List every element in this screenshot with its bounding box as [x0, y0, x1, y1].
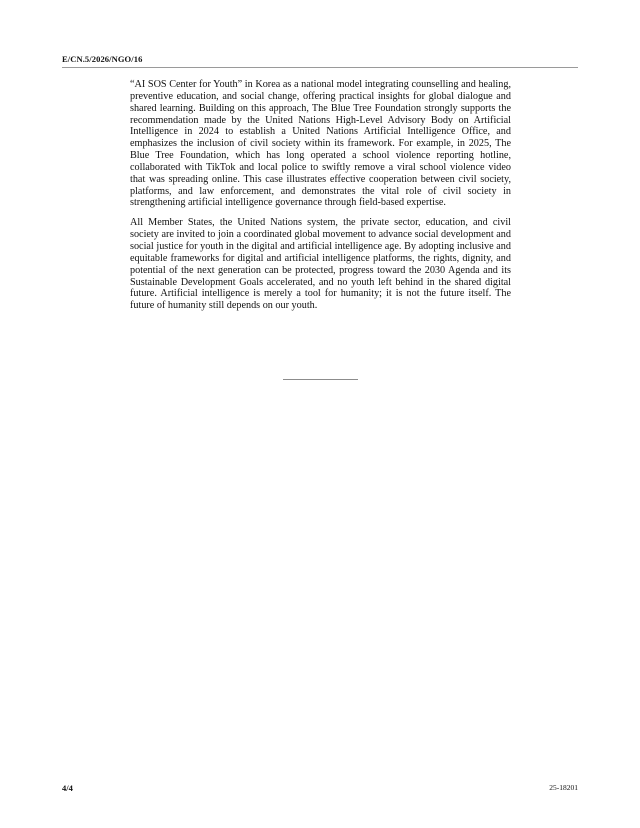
document-symbol: E/CN.5/2026/NGO/16 [62, 54, 143, 64]
document-body [130, 79, 511, 320]
header-divider [62, 67, 578, 68]
end-of-document-rule [283, 379, 358, 380]
page-number: 4/4 [62, 783, 73, 793]
document-number: 25-18201 [549, 783, 578, 792]
body-paragraph-1: “AI SOS Center for Youth” in Korea as a national model integrating counselling and healing, preventive education, and social change, offering practical insights for global dialogue and shared learning. Building on this approach, The Blue Tree Foundation strongly supports the recommendation made by the United Nations High-Level Advisory Body on Artificial Intelligence in 2024 to establish a United Nations Artificial Intelligence Office, and emphasizes the inclusion of civil society within its framework. For example, in 2025, The Blue Tree Foundation, which has long operated a school violence reporting hotline, collaborated with TikTok and local police to swiftly remove a viral school violence video that was spreading online. This case illustrates effective cooperation between civil society, platforms, and law enforcement, and demonstrates the vital role of civil society in strengthening artificial intelligence governance through field-based expertise. [130, 79, 511, 209]
body-paragraph-2: All Member States, the United Nations system, the private sector, education, and civil society are invited to join a coordinated global movement to advance social development and social justice for youth in the digital and artificial intelligence age. By adopting inclusive and equitable frameworks for digital and artificial intelligence platforms, the rights, dignity, and potential of the next generation can be protected, progress toward the 2030 Agenda and its Sustainable Development Goals accelerated, and no youth left behind in the shared digital future. Artificial intelligence is merely a tool for humanity; it is not the future itself. The future of humanity still depends on our youth. [130, 217, 511, 312]
